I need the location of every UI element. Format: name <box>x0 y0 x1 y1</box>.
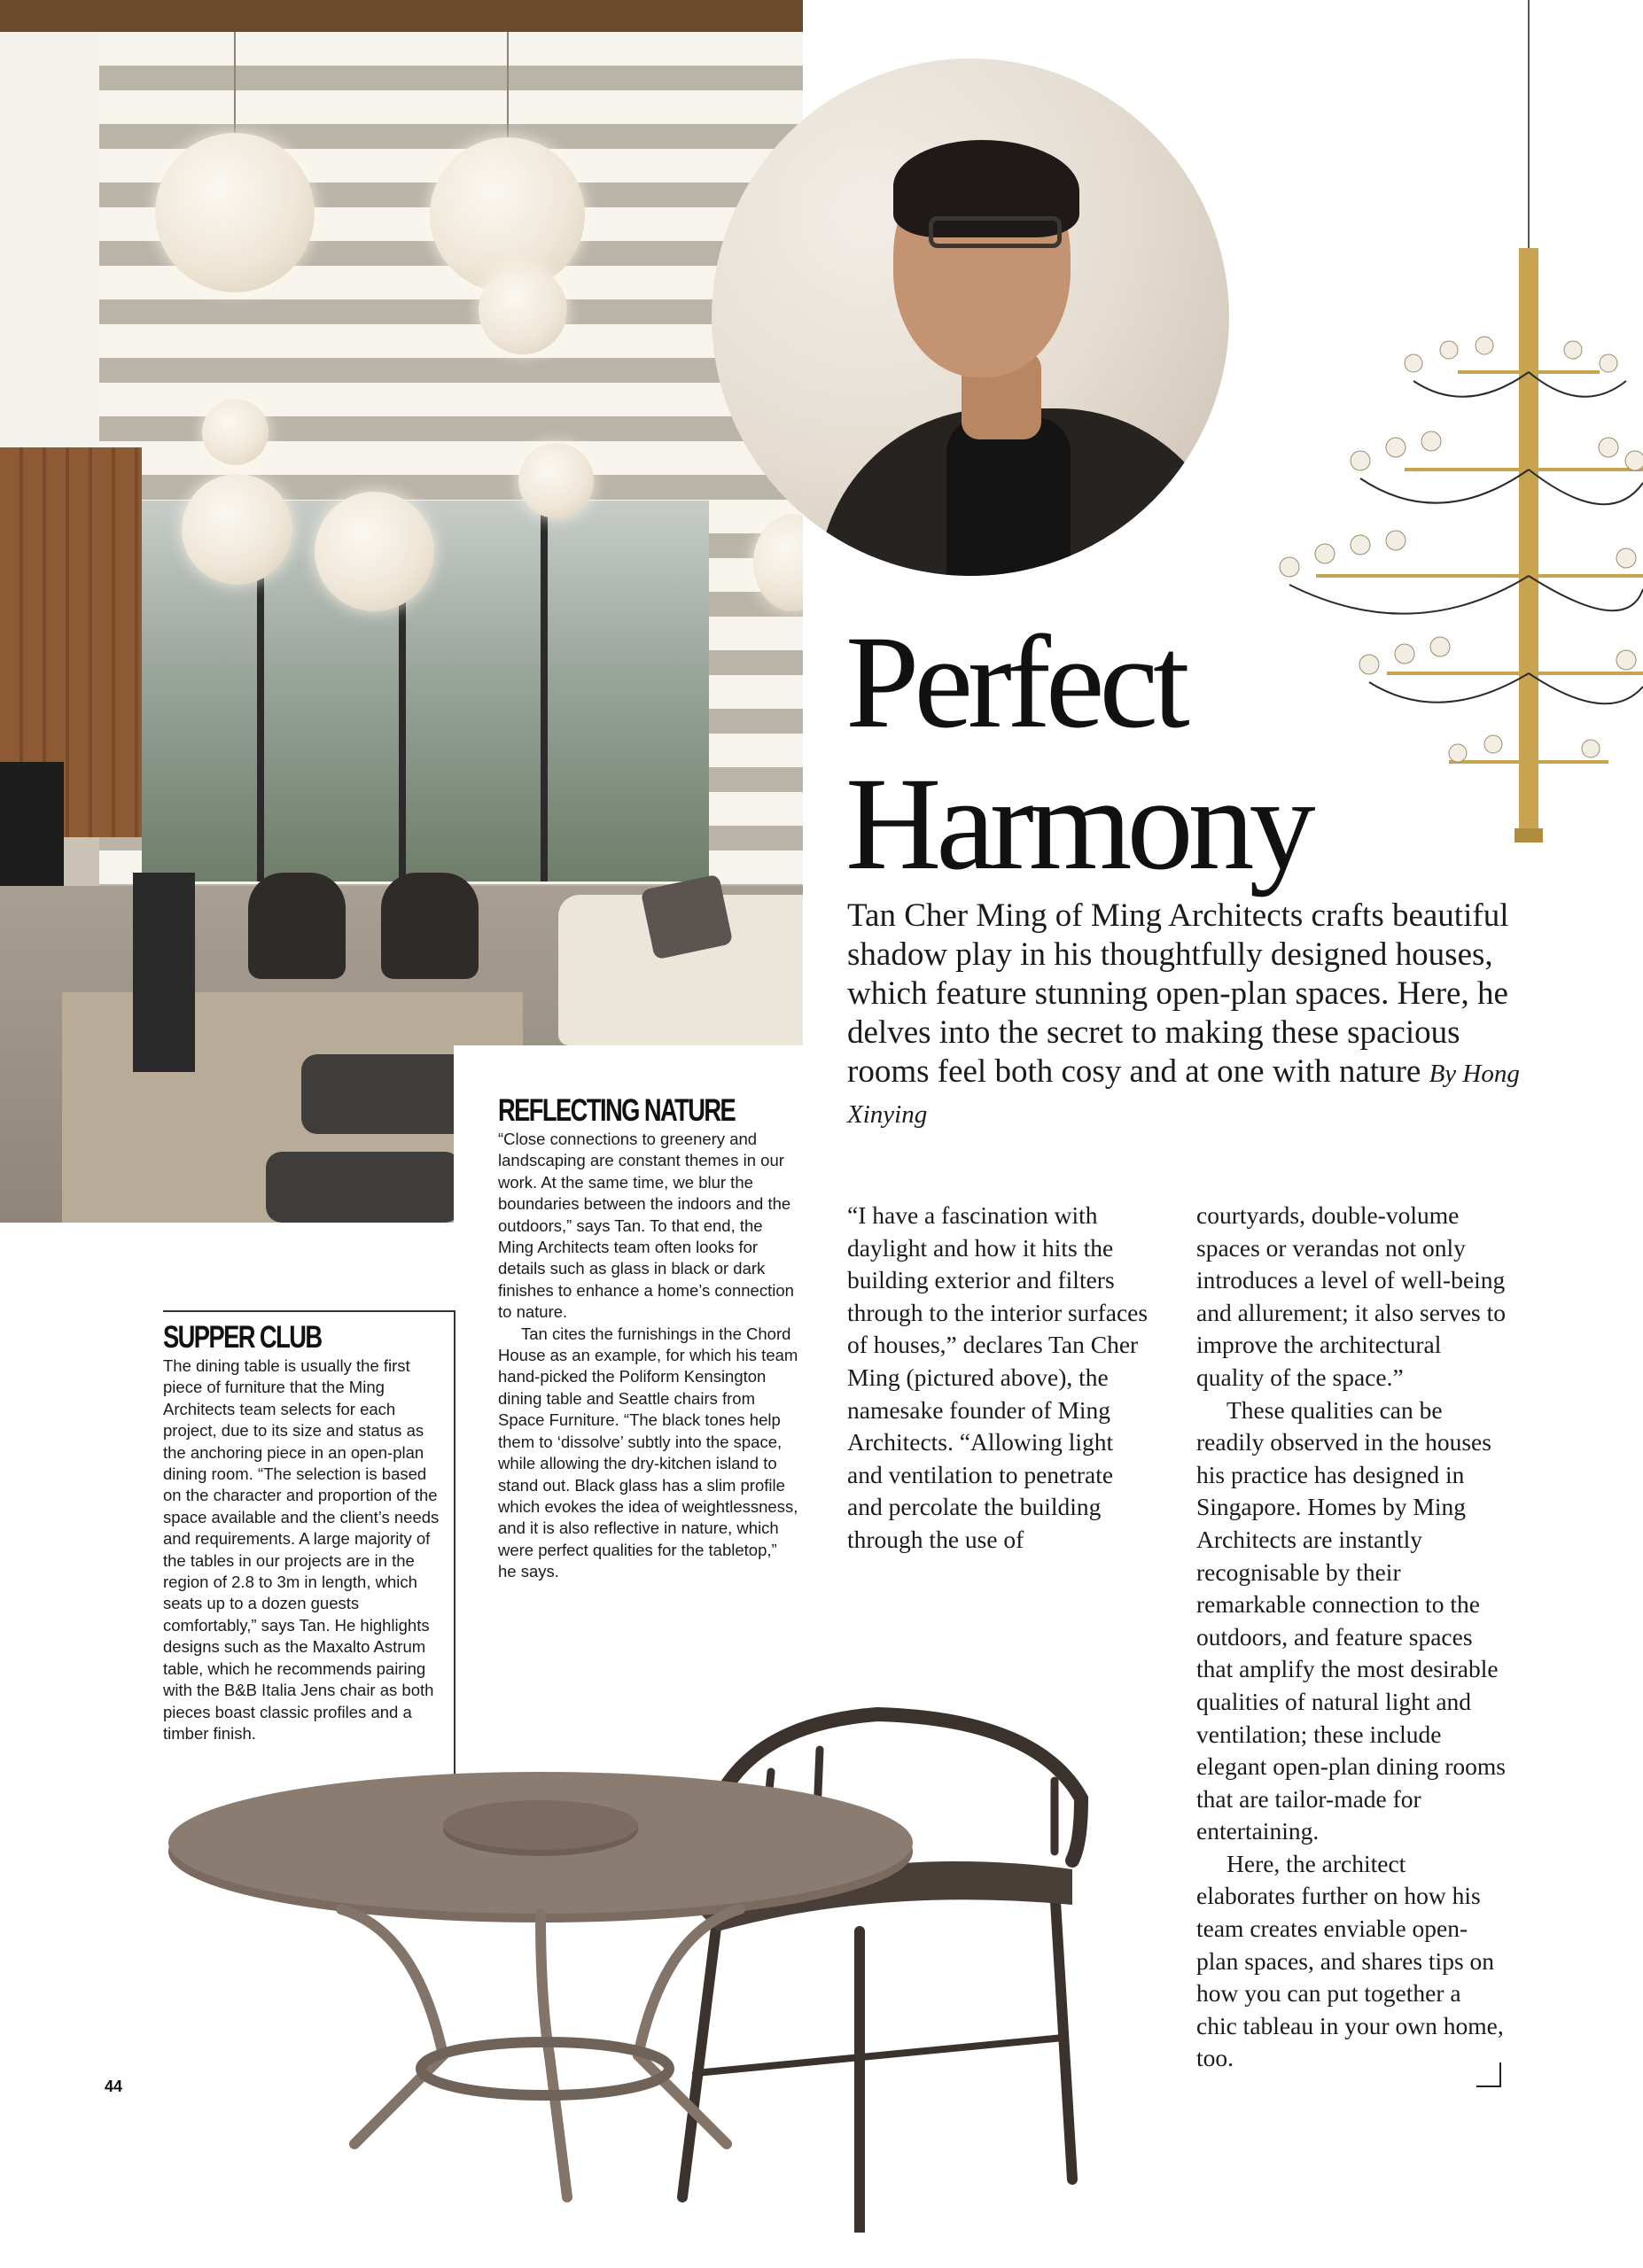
sidebar-paragraph: The dining table is usually the first piece of furniture that the Ming Architects team selects for each project, due to its size and status as the anchoring piece in an open-plan dining room. “The selection is based on the character and proportion of the space available and the client’s needs and requirements. A large majority of the tables in our projects are in the region of 2.8 to 3m in length, which seats up to a dozen guests comfortably,” says Tan. He highlights designs such as the Maxalto Astrum table, which he recommends pairing with the B&B Italia Jens chair as both pieces boast classic profiles and a timber finish. <box>163 1356 440 1743</box>
byline: By Hong Xinying <box>847 1060 1520 1129</box>
headline-line-1: Perfect <box>845 609 1185 756</box>
sidebar-paragraph: Tan cites the furnishings in the Chord House as an example, for which his team hand-picked the Poliform Kensington dining table and Seattle chairs from Space Furniture. “The black tones help them to ‘dissolve’ subtly into the space, while allowing the dry-kitchen island to stand out. Black glass has a slim profile which evokes the idea of weightlessness, and it is also reflective in nature, which were perfect qualities for the tabletop,” he says. <box>498 1324 798 1581</box>
sidebar-reflecting-nature <box>498 1093 799 1583</box>
body-column-2 <box>1196 1200 1507 2075</box>
body-paragraph: courtyards, double-volume spaces or verandas not only introduces a level of well-being and allurement; it also serves to improve the architectural quality of the space.” <box>1196 1201 1507 1391</box>
standfirst <box>847 897 1521 1134</box>
end-mark-icon <box>1476 2062 1501 2087</box>
sidebar-title: SUPPER CLUB <box>163 1320 322 1355</box>
headline-line-2: Harmony <box>845 750 1311 897</box>
standfirst-text: Tan Cher Ming of Ming Architects crafts beautiful shadow play in his thoughtfully designed houses, which feature stunning open-plan spaces. Here, he delves into the secret to making these spacious rooms feel both cosy and at one with nature <box>847 897 1509 1090</box>
headline <box>845 611 1466 895</box>
sidebar-title: REFLECTING NATURE <box>498 1093 736 1128</box>
round-table <box>168 1772 913 2197</box>
body-column-1 <box>847 1200 1154 1557</box>
body-paragraph: These qualities can be readily observed in the houses his practice has designed in Singapore. Homes by Ming Architects are instantly recognisable by their remarkable connection to the outdoors, and feature spaces that amplify the most desirable qualities of natural light and ventilation; these include elegant open-plan dining rooms that are tailor-made for entertaining. <box>1196 1395 1507 1845</box>
sidebar-rule <box>163 1310 454 1312</box>
portrait-photo <box>712 58 1229 576</box>
body-paragraph: “I have a fascination with daylight and how it hits the building exterior and filters through to the interior surfaces of houses,” declares Tan Cher Ming (pictured above), the namesake founder of Ming Architects. “Allowing light and ventilation to penetrate and percolate the building through the use of <box>847 1201 1149 1553</box>
furniture-photo <box>151 1666 1090 2233</box>
interior-photo <box>0 0 803 1223</box>
sidebar-paragraph: “Close connections to greenery and landscaping are constant themes in our work. At the same time, we blur the boundaries between the indoors and the outdoors,” says Tan. To that end, the Ming Architects team often looks for details such as glass in black or dark finishes to enhance a home’s connection to nature. <box>498 1130 794 1322</box>
body-paragraph: Here, the architect elaborates further on how his team creates enviable open-plan spaces, and shares tips on how you can put together a chic tableau in your own home, too. <box>1196 1849 1504 2072</box>
page-number: 44 <box>105 2078 123 2095</box>
